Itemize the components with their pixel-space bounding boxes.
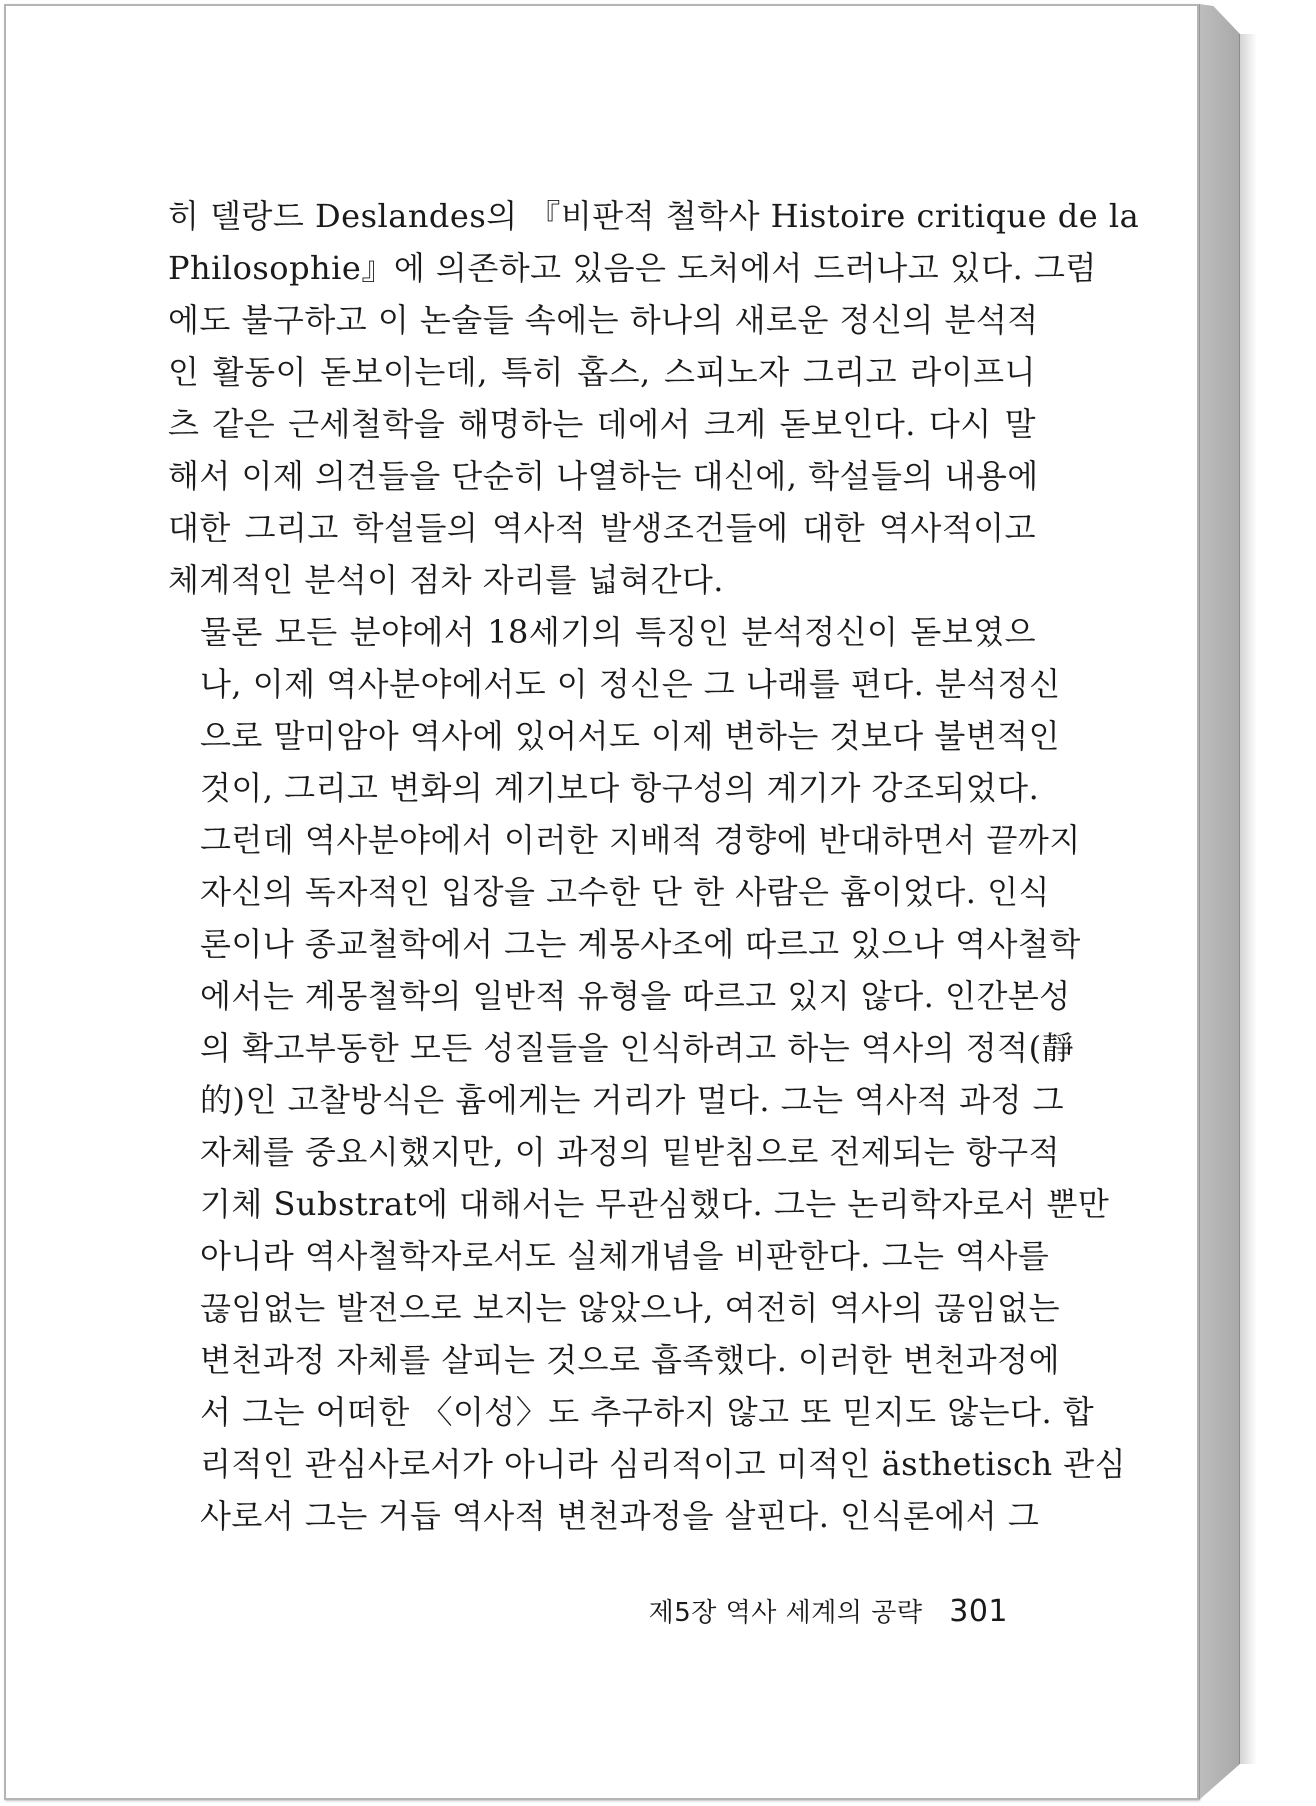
- text-line: 히 델랑드 Deslandes의 『비판적 철학사 Histoire critique de la: [168, 197, 1140, 235]
- text-line: 의 확고부동한 모든 성질들을 인식하려고 하는 역사의 정적(靜: [200, 1029, 1075, 1067]
- text-line: 대한 그리고 학설들의 역사적 발생조건들에 대한 역사적이고: [168, 509, 1036, 547]
- text-line: 것이, 그리고 변화의 계기보다 항구성의 계기가 강조되었다.: [200, 769, 1040, 807]
- text-line: Philosophie』에 의존하고 있음은 도처에서 드러나고 있다. 그럼: [168, 249, 1097, 287]
- text-line: 으로 말미암아 역사에 있어서도 이제 변하는 것보다 불변적인: [200, 717, 1061, 755]
- book-spine-edge: [1199, 4, 1240, 1800]
- text-line: 아니라 역사철학자로서도 실체개념을 비판한다. 그는 역사를: [200, 1237, 1050, 1275]
- text-line: 츠 같은 근세철학을 해명하는 데에서 크게 돋보인다. 다시 말: [168, 405, 1036, 443]
- text-line: 기체 Substrat에 대해서는 무관심했다. 그는 논리학자로서 뿐만: [200, 1185, 1110, 1223]
- running-head: 제5장 역사 세계의 공략: [648, 1598, 923, 1628]
- page-footer: [168, 1592, 1008, 1629]
- text-line: 그런데 역사분야에서 이러한 지배적 경향에 반대하면서 끝까지: [200, 821, 1081, 859]
- text-line: 에서는 계몽철학의 일반적 유형을 따르고 있지 않다. 인간본성: [200, 977, 1071, 1015]
- page-number: 301: [949, 1594, 1008, 1629]
- text-line: 물론 모든 분야에서 18세기의 특징인 분석정신이 돋보였으: [200, 613, 1036, 651]
- paragraph-1: [168, 190, 1140, 606]
- text-line: 자체를 중요시했지만, 이 과정의 밑받침으로 전제되는 항구적: [200, 1133, 1061, 1171]
- text-line: 에도 불구하고 이 논술들 속에는 하나의 새로운 정신의 분석적: [168, 301, 1039, 339]
- text-line: 변천과정 자체를 살피는 것으로 흡족했다. 이러한 변천과정에: [200, 1341, 1061, 1379]
- text-line: 리적인 관심사로서가 아니라 심리적이고 미적인 ästhetisch 관심: [200, 1445, 1127, 1483]
- book-shadow: [1239, 34, 1257, 1764]
- body-text: [168, 190, 1140, 1542]
- text-line: 사로서 그는 거듭 역사적 변천과정을 살핀다. 인식론에서 그: [200, 1497, 1040, 1535]
- paragraph-2: [168, 606, 1127, 1542]
- text-line: 的)인 고찰방식은 흄에게는 거리가 멀다. 그는 역사적 과정 그: [200, 1081, 1065, 1119]
- text-line: 나, 이제 역사분야에서도 이 정신은 그 나래를 편다. 분석정신: [200, 665, 1061, 703]
- text-line: 끊임없는 발전으로 보지는 않았으나, 여전히 역사의 끊임없는: [200, 1289, 1061, 1327]
- text-line: 해서 이제 의견들을 단순히 나열하는 대신에, 학설들의 내용에: [168, 457, 1039, 495]
- text-line: 체계적인 분석이 점차 자리를 넓혀간다.: [168, 561, 724, 599]
- text-line: 서 그는 어떠한 〈이성〉도 추구하지 않고 또 믿지도 않는다. 합: [200, 1393, 1095, 1431]
- text-line: 자신의 독자적인 입장을 고수한 단 한 사람은 흄이었다. 인식: [200, 873, 1050, 911]
- text-line: 론이나 종교철학에서 그는 계몽사조에 따르고 있으나 역사철학: [200, 925, 1081, 963]
- text-line: 인 활동이 돋보이는데, 특히 홉스, 스피노자 그리고 라이프니: [168, 353, 1036, 391]
